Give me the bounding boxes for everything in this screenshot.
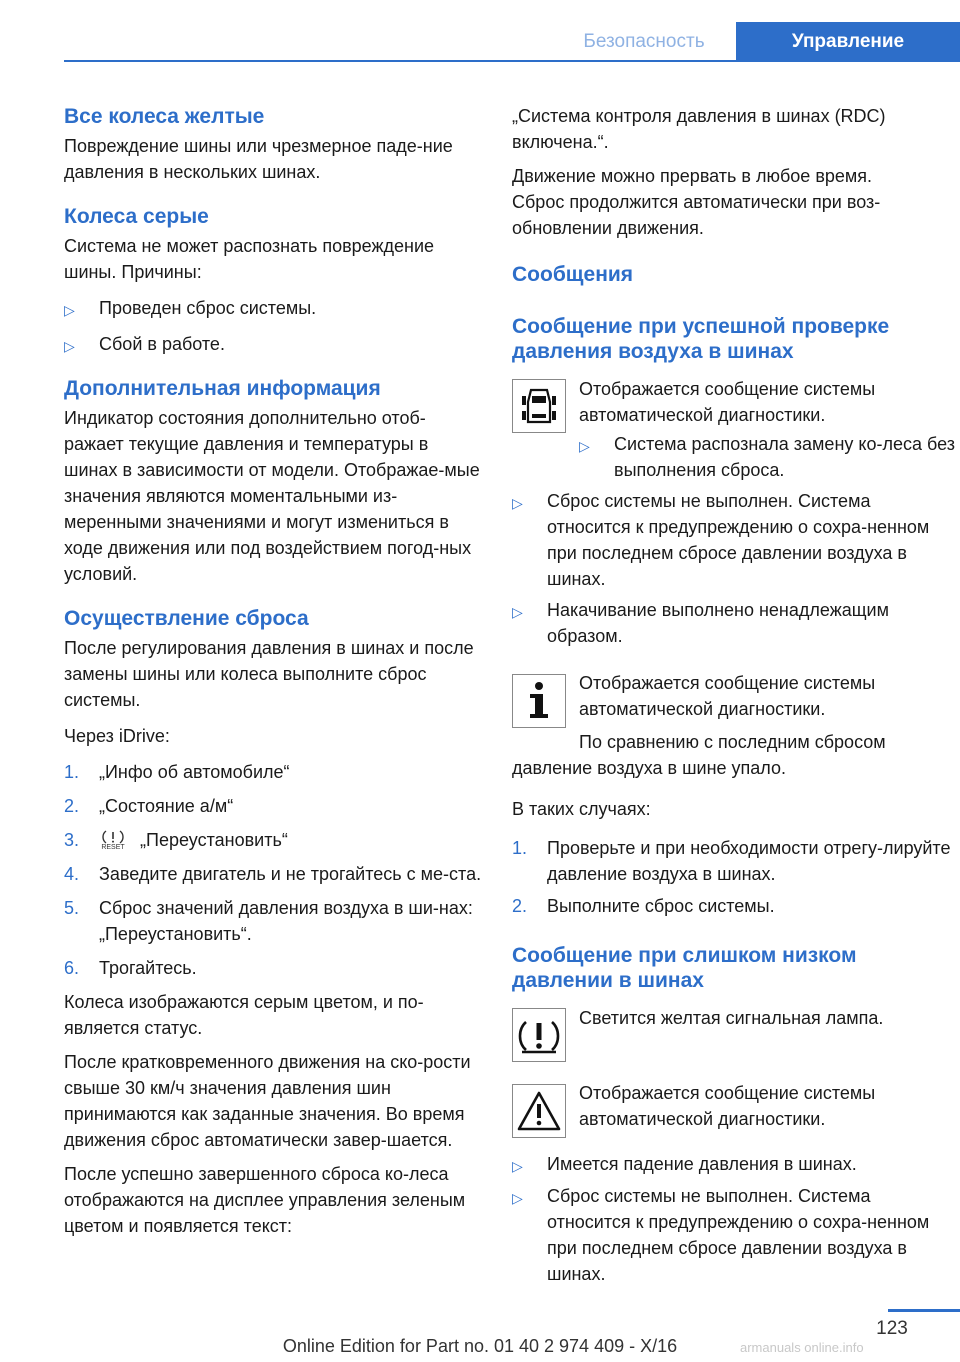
heading-messages: Сообщения [512, 263, 634, 286]
list-item-text: Имеется падение давления в шинах. [547, 1154, 857, 1174]
list-item [64, 793, 484, 819]
list-item [579, 431, 959, 483]
list-item [512, 597, 957, 649]
message-text: Отображается сообщение системы автоматической диагностики. [579, 379, 876, 425]
heading-wheels-gray: Колеса серые [64, 205, 209, 228]
tire-pressure-warning-icon [512, 1008, 566, 1062]
paragraph: Через iDrive: [64, 726, 170, 746]
list-item-text: Сброс системы не выполнен. Система относится к предупреждению о сохра-ненном при последнем сбросе давлении воздуха в шинах. [547, 491, 930, 589]
heading-successful-check: Сообщение при успешной проверке давления воздуха в шинах [512, 315, 890, 363]
header-rule [64, 60, 960, 62]
step-number: 1. [64, 762, 80, 782]
paragraph: Индикатор состояния дополнительно отоб-ражает текущие давления и температуры в шинах в зависимости от модели. Отображае-мые значения являются моментальными из-меренными значениями и могут измениться в ходе движения или под воздействием погод-ных условий. [64, 408, 480, 584]
paragraph: По сравнению с последним сбросом давление воздуха в шине упало. [512, 732, 886, 778]
paragraph: В таких случаях: [512, 799, 651, 819]
warning-triangle-icon [512, 1084, 566, 1138]
step-number: 3. [64, 830, 80, 850]
step-text: Сброс значений давления воздуха в ши-нах: „Переустановить“. [99, 898, 473, 945]
message-text: Отображается сообщение системы автоматической диагностики. [579, 1083, 876, 1129]
step-number: 6. [64, 958, 80, 979]
list-item-text: Проведен сброс системы. [99, 298, 317, 318]
watermark: armanuals online.info [740, 1340, 864, 1355]
paragraph: Система не может распознать повреждение шины. Причины: [64, 236, 435, 282]
list-item-text: Накачивание выполнено ненадлежащим образом. [547, 600, 889, 646]
list-item [64, 295, 484, 321]
step-text: Проверьте и при необходимости отрегу-лируйте давление воздуха в шинах. [547, 838, 951, 884]
step-text: „Состояние а/м“ [99, 796, 234, 816]
step-text: Заведите двигатель и не трогайтесь с ме-ста. [99, 864, 482, 885]
list-item [512, 488, 957, 592]
message-text: Светится желтая сигнальная лампа. [579, 1008, 884, 1028]
tire-reset-icon [99, 829, 127, 853]
car-tires-icon [512, 379, 566, 433]
step-number: 1. [512, 838, 528, 858]
paragraph: Колеса изображаются серым цветом, и по-является статус. [64, 992, 424, 1039]
step-text: Выполните сброс системы. [547, 896, 775, 916]
footer-rule [888, 1309, 960, 1312]
triangle-bullet-icon: ▷ [512, 495, 523, 511]
step-number: 5. [64, 898, 80, 919]
info-icon [512, 674, 566, 728]
list-item [64, 895, 484, 947]
list-item [64, 759, 484, 785]
heading-all-wheels-yellow: Все колеса желтые [64, 105, 265, 128]
step-number: 2. [512, 896, 528, 916]
heading-additional-info: Дополнительная информация [64, 377, 381, 400]
step-text: „Инфо об автомобиле“ [99, 762, 290, 782]
triangle-bullet-icon: ▷ [64, 338, 75, 354]
paragraph: Повреждение шины или чрезмерное паде-ние давления в нескольких шинах. [64, 136, 453, 182]
step-text: „Переустановить“ [140, 830, 288, 850]
triangle-bullet-icon: ▷ [512, 604, 523, 620]
list-item [512, 1183, 957, 1287]
list-item [64, 861, 484, 887]
left-column [64, 100, 484, 1239]
triangle-bullet-icon: ▷ [512, 1190, 523, 1206]
list-item-text: Сбой в работе. [99, 334, 225, 354]
paragraph: „Система контроля давления в шинах (RDC) включена.“. [512, 106, 886, 152]
list-item [64, 827, 484, 853]
step-number: 2. [64, 796, 80, 816]
list-item-text: Сброс системы не выполнен. Система относится к предупреждению о сохра-ненном при последнем сбросе давлении воздуха в шинах. [547, 1186, 930, 1284]
list-item [512, 835, 957, 887]
paragraph: Движение можно прервать в любое время. Сброс продолжится автоматически при воз-обновлении движения. [512, 166, 881, 238]
triangle-bullet-icon: ▷ [64, 302, 75, 318]
paragraph: После регулирования давления в шинах и после замены шины или колеса выполните сброс системы. [64, 638, 474, 710]
list-item [64, 331, 484, 357]
list-item-text: Система распознала замену ко-леса без выполнения сброса. [614, 434, 955, 480]
tab-controls[interactable]: Управление [736, 22, 960, 62]
list-item [512, 1151, 957, 1177]
tab-safety[interactable]: Безопасность [583, 31, 705, 52]
triangle-bullet-icon: ▷ [579, 438, 590, 454]
heading-low-pressure: Сообщение при слишком низком давлении в шинах [512, 944, 857, 992]
list-item [512, 893, 957, 919]
paragraph: После кратковременного движения на ско-рости свыше 30 км/ч значения давления шин принимаются как заданные значения. Во время движения сброс автоматически завер-шается. [64, 1052, 471, 1151]
paragraph: После успешно завершенного сброса ко-леса отображаются на дисплее управления зеленым цветом и появляется текст: [64, 1164, 466, 1237]
heading-reset: Осуществление сброса [64, 607, 309, 630]
edition-footer: Online Edition for Part no. 01 40 2 974 409 - X/16 [282, 1336, 678, 1356]
triangle-bullet-icon: ▷ [512, 1158, 523, 1174]
reset-icon-label: RESET [101, 844, 125, 852]
page-number: 123 [876, 1318, 908, 1339]
message-text: Отображается сообщение системы автоматической диагностики. [579, 673, 876, 719]
list-item [64, 955, 484, 981]
step-number: 4. [64, 864, 80, 885]
step-text: Трогайтесь. [99, 958, 197, 979]
